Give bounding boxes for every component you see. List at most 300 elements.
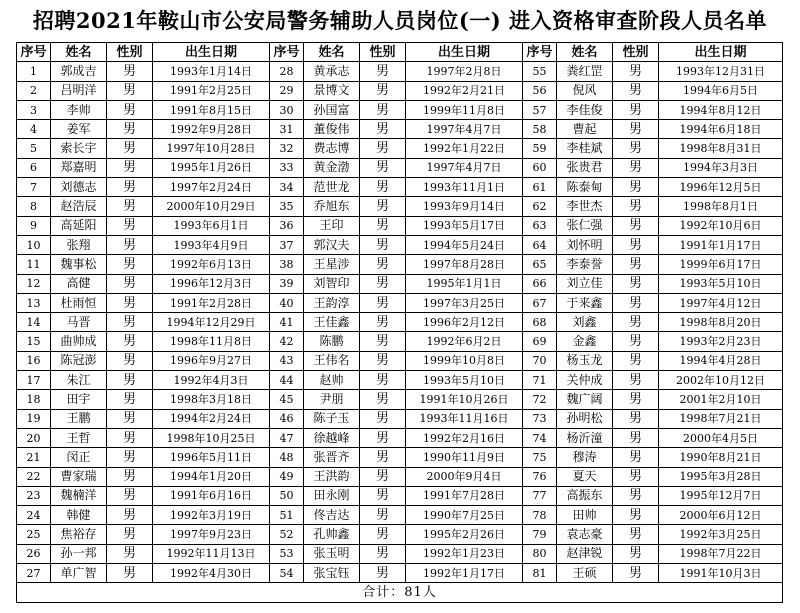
name-cell: 景博文	[304, 81, 360, 100]
gender-cell: 男	[360, 120, 406, 139]
table-row	[17, 274, 783, 293]
header-seq: 序号	[523, 43, 557, 62]
seq-cell: 17	[17, 371, 51, 390]
seq-cell: 41	[270, 313, 304, 332]
name-cell: 黄金渤	[304, 158, 360, 177]
seq-cell: 50	[270, 486, 304, 505]
gender-cell: 男	[107, 332, 153, 351]
gender-cell: 男	[107, 100, 153, 119]
birthdate-cell: 1994年4月28日	[659, 351, 783, 370]
name-cell: 张贵君	[557, 158, 613, 177]
total-count: 合计：81人	[17, 583, 783, 602]
name-cell: 粪红罡	[557, 62, 613, 81]
gender-cell: 男	[360, 139, 406, 158]
gender-cell: 男	[613, 448, 659, 467]
seq-cell: 38	[270, 255, 304, 274]
birthdate-cell: 2002年10月12日	[659, 371, 783, 390]
gender-cell: 男	[360, 506, 406, 525]
birthdate-cell: 1991年1月17日	[659, 235, 783, 254]
seq-cell: 80	[523, 544, 557, 563]
gender-cell: 男	[107, 293, 153, 312]
name-cell: 费志博	[304, 139, 360, 158]
name-cell: 孙国富	[304, 100, 360, 119]
seq-cell: 10	[17, 235, 51, 254]
gender-cell: 男	[107, 216, 153, 235]
seq-cell: 54	[270, 564, 304, 583]
birthdate-cell: 1995年12月7日	[659, 486, 783, 505]
birthdate-cell: 1991年10月26日	[406, 390, 523, 409]
seq-cell: 12	[17, 274, 51, 293]
gender-cell: 男	[360, 235, 406, 254]
gender-cell: 男	[360, 525, 406, 544]
name-cell: 曹起	[557, 120, 613, 139]
gender-cell: 男	[613, 351, 659, 370]
birthdate-cell: 1992年9月28日	[153, 120, 270, 139]
gender-cell: 男	[107, 544, 153, 563]
table-row	[17, 178, 783, 197]
seq-cell: 59	[523, 139, 557, 158]
gender-cell: 男	[613, 313, 659, 332]
gender-cell: 男	[613, 81, 659, 100]
seq-cell: 13	[17, 293, 51, 312]
name-cell: 范世龙	[304, 178, 360, 197]
birthdate-cell: 1990年7月25日	[406, 506, 523, 525]
birthdate-cell: 1991年6月16日	[153, 486, 270, 505]
seq-cell: 1	[17, 62, 51, 81]
seq-cell: 11	[17, 255, 51, 274]
birthdate-cell: 1997年4月7日	[406, 120, 523, 139]
birthdate-cell: 1997年9月23日	[153, 525, 270, 544]
seq-cell: 7	[17, 178, 51, 197]
birthdate-cell: 1994年8月12日	[659, 100, 783, 119]
gender-cell: 男	[613, 120, 659, 139]
seq-cell: 58	[523, 120, 557, 139]
seq-cell: 4	[17, 120, 51, 139]
table-row	[17, 197, 783, 216]
gender-cell: 男	[107, 62, 153, 81]
name-cell: 乔旭东	[304, 197, 360, 216]
name-cell: 王印	[304, 216, 360, 235]
table-row	[17, 293, 783, 312]
name-cell: 袁志豪	[557, 525, 613, 544]
name-cell: 孙一邦	[51, 544, 107, 563]
gender-cell: 男	[107, 81, 153, 100]
birthdate-cell: 2000年6月12日	[659, 506, 783, 525]
name-cell: 李佳俊	[557, 100, 613, 119]
birthdate-cell: 1994年2月24日	[153, 409, 270, 428]
name-cell: 关仲成	[557, 371, 613, 390]
gender-cell: 男	[107, 448, 153, 467]
birthdate-cell: 1993年4月9日	[153, 235, 270, 254]
birthdate-cell: 1991年2月25日	[153, 81, 270, 100]
gender-cell: 男	[360, 428, 406, 447]
table-row	[17, 332, 783, 351]
gender-cell: 男	[107, 313, 153, 332]
birthdate-cell: 1995年1月1日	[406, 274, 523, 293]
gender-cell: 男	[107, 506, 153, 525]
birthdate-cell: 1992年1月23日	[406, 544, 523, 563]
birthdate-cell: 1993年5月10日	[406, 371, 523, 390]
birthdate-cell: 1993年9月14日	[406, 197, 523, 216]
seq-cell: 81	[523, 564, 557, 583]
name-cell: 曲帅成	[51, 332, 107, 351]
seq-cell: 78	[523, 506, 557, 525]
seq-cell: 9	[17, 216, 51, 235]
birthdate-cell: 1997年2月8日	[406, 62, 523, 81]
gender-cell: 男	[107, 525, 153, 544]
table-row	[17, 409, 783, 428]
gender-cell: 男	[360, 390, 406, 409]
birthdate-cell: 1994年6月5日	[659, 81, 783, 100]
gender-cell: 男	[107, 564, 153, 583]
seq-cell: 63	[523, 216, 557, 235]
name-cell: 高振东	[557, 486, 613, 505]
table-row	[17, 467, 783, 486]
seq-cell: 34	[270, 178, 304, 197]
header-seq: 序号	[17, 43, 51, 62]
seq-cell: 40	[270, 293, 304, 312]
page-title: 招聘2021年鞍山市公安局警务辅助人员岗位(一) 进入资格审查阶段人员名单	[32, 8, 768, 33]
name-cell: 孔帅鑫	[304, 525, 360, 544]
table-row	[17, 158, 783, 177]
gender-cell: 男	[613, 371, 659, 390]
seq-cell: 43	[270, 351, 304, 370]
seq-cell: 22	[17, 467, 51, 486]
name-cell: 姜军	[51, 120, 107, 139]
seq-cell: 51	[270, 506, 304, 525]
table-row	[17, 371, 783, 390]
gender-cell: 男	[613, 544, 659, 563]
seq-cell: 30	[270, 100, 304, 119]
seq-cell: 46	[270, 409, 304, 428]
seq-cell: 52	[270, 525, 304, 544]
birthdate-cell: 1992年4月3日	[153, 371, 270, 390]
name-cell: 倪风	[557, 81, 613, 100]
name-cell: 吕明洋	[51, 81, 107, 100]
birthdate-cell: 1992年3月25日	[659, 525, 783, 544]
seq-cell: 74	[523, 428, 557, 447]
seq-cell: 77	[523, 486, 557, 505]
name-cell: 李泰誉	[557, 255, 613, 274]
gender-cell: 男	[107, 467, 153, 486]
birthdate-cell: 1993年1月14日	[153, 62, 270, 81]
gender-cell: 男	[360, 448, 406, 467]
seq-cell: 60	[523, 158, 557, 177]
gender-cell: 男	[613, 139, 659, 158]
gender-cell: 男	[360, 293, 406, 312]
birthdate-cell: 1991年7月28日	[406, 486, 523, 505]
gender-cell: 男	[613, 409, 659, 428]
table-body	[17, 62, 783, 583]
table-row	[17, 81, 783, 100]
name-cell: 李帅	[51, 100, 107, 119]
header-gender: 性别	[107, 43, 153, 62]
gender-cell: 男	[613, 216, 659, 235]
header-gender: 性别	[613, 43, 659, 62]
table-row	[17, 486, 783, 505]
seq-cell: 2	[17, 81, 51, 100]
birthdate-cell: 1993年6月1日	[153, 216, 270, 235]
seq-cell: 20	[17, 428, 51, 447]
candidate-table	[16, 42, 783, 603]
table-row	[17, 313, 783, 332]
birthdate-cell: 1995年2月26日	[406, 525, 523, 544]
birthdate-cell: 1993年2月23日	[659, 332, 783, 351]
seq-cell: 68	[523, 313, 557, 332]
name-cell: 韩健	[51, 506, 107, 525]
birthdate-cell: 1994年3月3日	[659, 158, 783, 177]
gender-cell: 男	[613, 100, 659, 119]
seq-cell: 18	[17, 390, 51, 409]
birthdate-cell: 1993年11月16日	[406, 409, 523, 428]
birthdate-cell: 1995年1月26日	[153, 158, 270, 177]
name-cell: 刘鑫	[557, 313, 613, 332]
gender-cell: 男	[360, 216, 406, 235]
seq-cell: 6	[17, 158, 51, 177]
birthdate-cell: 1992年6月2日	[406, 332, 523, 351]
name-cell: 穆涛	[557, 448, 613, 467]
seq-cell: 36	[270, 216, 304, 235]
header-row	[17, 43, 783, 62]
seq-cell: 3	[17, 100, 51, 119]
seq-cell: 45	[270, 390, 304, 409]
name-cell: 王洪韵	[304, 467, 360, 486]
header-birthdate: 出生日期	[659, 43, 783, 62]
gender-cell: 男	[107, 255, 153, 274]
name-cell: 刘德志	[51, 178, 107, 197]
name-cell: 曹家瑞	[51, 467, 107, 486]
name-cell: 刘立佳	[557, 274, 613, 293]
seq-cell: 61	[523, 178, 557, 197]
name-cell: 孙明松	[557, 409, 613, 428]
gender-cell: 男	[360, 158, 406, 177]
table-row	[17, 448, 783, 467]
birthdate-cell: 1996年5月11日	[153, 448, 270, 467]
name-cell: 刘智印	[304, 274, 360, 293]
birthdate-cell: 1998年8月31日	[659, 139, 783, 158]
seq-cell: 48	[270, 448, 304, 467]
seq-cell: 5	[17, 139, 51, 158]
birthdate-cell: 2001年2月10日	[659, 390, 783, 409]
seq-cell: 47	[270, 428, 304, 447]
seq-cell: 72	[523, 390, 557, 409]
name-cell: 王伟名	[304, 351, 360, 370]
seq-cell: 62	[523, 197, 557, 216]
gender-cell: 男	[360, 351, 406, 370]
birthdate-cell: 1994年12月29日	[153, 313, 270, 332]
birthdate-cell: 1992年11月13日	[153, 544, 270, 563]
seq-cell: 56	[523, 81, 557, 100]
gender-cell: 男	[613, 428, 659, 447]
name-cell: 李桂斌	[557, 139, 613, 158]
name-cell: 单广智	[51, 564, 107, 583]
seq-cell: 27	[17, 564, 51, 583]
gender-cell: 男	[613, 525, 659, 544]
birthdate-cell: 1998年11月8日	[153, 332, 270, 351]
birthdate-cell: 1996年12月5日	[659, 178, 783, 197]
table-row	[17, 139, 783, 158]
gender-cell: 男	[107, 235, 153, 254]
gender-cell: 男	[107, 139, 153, 158]
seq-cell: 24	[17, 506, 51, 525]
header-birthdate: 出生日期	[406, 43, 523, 62]
birthdate-cell: 1992年2月16日	[406, 428, 523, 447]
birthdate-cell: 2000年9月4日	[406, 467, 523, 486]
birthdate-cell: 1998年8月1日	[659, 197, 783, 216]
birthdate-cell: 1999年11月8日	[406, 100, 523, 119]
name-cell: 张翔	[51, 235, 107, 254]
gender-cell: 男	[613, 178, 659, 197]
header-name: 姓名	[557, 43, 613, 62]
seq-cell: 42	[270, 332, 304, 351]
birthdate-cell: 1999年10月8日	[406, 351, 523, 370]
gender-cell: 男	[107, 428, 153, 447]
name-cell: 刘怀明	[557, 235, 613, 254]
birthdate-cell: 1996年12月3日	[153, 274, 270, 293]
seq-cell: 76	[523, 467, 557, 486]
birthdate-cell: 1990年8月21日	[659, 448, 783, 467]
table-row	[17, 235, 783, 254]
name-cell: 张玉明	[304, 544, 360, 563]
name-cell: 王硕	[557, 564, 613, 583]
seq-cell: 25	[17, 525, 51, 544]
birthdate-cell: 1999年6月17日	[659, 255, 783, 274]
birthdate-cell: 1993年11月1日	[406, 178, 523, 197]
birthdate-cell: 1997年2月24日	[153, 178, 270, 197]
birthdate-cell: 1998年7月22日	[659, 544, 783, 563]
birthdate-cell: 1992年3月19日	[153, 506, 270, 525]
seq-cell: 66	[523, 274, 557, 293]
gender-cell: 男	[613, 197, 659, 216]
birthdate-cell: 1997年4月7日	[406, 158, 523, 177]
name-cell: 于来鑫	[557, 293, 613, 312]
name-cell: 李世杰	[557, 197, 613, 216]
gender-cell: 男	[360, 62, 406, 81]
gender-cell: 男	[613, 274, 659, 293]
name-cell: 郭成吉	[51, 62, 107, 81]
name-cell: 徐越峰	[304, 428, 360, 447]
seq-cell: 23	[17, 486, 51, 505]
gender-cell: 男	[613, 255, 659, 274]
gender-cell: 男	[107, 390, 153, 409]
birthdate-cell: 1997年3月25日	[406, 293, 523, 312]
gender-cell: 男	[360, 313, 406, 332]
name-cell: 张晋齐	[304, 448, 360, 467]
birthdate-cell: 1992年10月6日	[659, 216, 783, 235]
name-cell: 魏广阔	[557, 390, 613, 409]
gender-cell: 男	[613, 564, 659, 583]
table-row	[17, 506, 783, 525]
gender-cell: 男	[107, 274, 153, 293]
name-cell: 杜雨恒	[51, 293, 107, 312]
header-seq: 序号	[270, 43, 304, 62]
name-cell: 焦裕存	[51, 525, 107, 544]
name-cell: 马晋	[51, 313, 107, 332]
gender-cell: 男	[360, 255, 406, 274]
birthdate-cell: 1996年2月12日	[406, 313, 523, 332]
birthdate-cell: 1995年3月28日	[659, 467, 783, 486]
seq-cell: 55	[523, 62, 557, 81]
seq-cell: 26	[17, 544, 51, 563]
gender-cell: 男	[360, 81, 406, 100]
gender-cell: 男	[360, 332, 406, 351]
gender-cell: 男	[613, 62, 659, 81]
name-cell: 王韵淳	[304, 293, 360, 312]
birthdate-cell: 2000年10月29日	[153, 197, 270, 216]
gender-cell: 男	[360, 409, 406, 428]
seq-cell: 57	[523, 100, 557, 119]
seq-cell: 8	[17, 197, 51, 216]
seq-cell: 16	[17, 351, 51, 370]
name-cell: 田永刚	[304, 486, 360, 505]
name-cell: 朱江	[51, 371, 107, 390]
seq-cell: 15	[17, 332, 51, 351]
birthdate-cell: 1990年11月9日	[406, 448, 523, 467]
seq-cell: 70	[523, 351, 557, 370]
birthdate-cell: 1998年8月20日	[659, 313, 783, 332]
name-cell: 王鹏	[51, 409, 107, 428]
gender-cell: 男	[613, 390, 659, 409]
header-birthdate: 出生日期	[153, 43, 270, 62]
seq-cell: 28	[270, 62, 304, 81]
gender-cell: 男	[360, 467, 406, 486]
birthdate-cell: 1991年8月15日	[153, 100, 270, 119]
gender-cell: 男	[360, 274, 406, 293]
seq-cell: 65	[523, 255, 557, 274]
birthdate-cell: 1998年7月21日	[659, 409, 783, 428]
seq-cell: 71	[523, 371, 557, 390]
table-row	[17, 544, 783, 563]
birthdate-cell: 1998年10月25日	[153, 428, 270, 447]
name-cell: 尹朋	[304, 390, 360, 409]
seq-cell: 64	[523, 235, 557, 254]
gender-cell: 男	[107, 197, 153, 216]
name-cell: 董俊伟	[304, 120, 360, 139]
gender-cell: 男	[107, 351, 153, 370]
table-row	[17, 390, 783, 409]
seq-cell: 73	[523, 409, 557, 428]
table-row	[17, 100, 783, 119]
birthdate-cell: 1998年3月18日	[153, 390, 270, 409]
seq-cell: 35	[270, 197, 304, 216]
seq-cell: 29	[270, 81, 304, 100]
gender-cell: 男	[107, 158, 153, 177]
table-row	[17, 525, 783, 544]
gender-cell: 男	[107, 486, 153, 505]
name-cell: 赵帅	[304, 371, 360, 390]
gender-cell: 男	[360, 544, 406, 563]
table-row	[17, 428, 783, 447]
name-cell: 夏天	[557, 467, 613, 486]
table-row	[17, 216, 783, 235]
birthdate-cell: 1992年6月13日	[153, 255, 270, 274]
header-gender: 性别	[360, 43, 406, 62]
birthdate-cell: 1994年1月20日	[153, 467, 270, 486]
seq-cell: 49	[270, 467, 304, 486]
name-cell: 闵正	[51, 448, 107, 467]
name-cell: 魏楠洋	[51, 486, 107, 505]
name-cell: 陈冠澎	[51, 351, 107, 370]
seq-cell: 75	[523, 448, 557, 467]
gender-cell: 男	[360, 178, 406, 197]
birthdate-cell: 1992年1月17日	[406, 564, 523, 583]
table-row	[17, 564, 783, 583]
gender-cell: 男	[107, 178, 153, 197]
birthdate-cell: 1993年5月10日	[659, 274, 783, 293]
gender-cell: 男	[107, 409, 153, 428]
birthdate-cell: 1993年5月17日	[406, 216, 523, 235]
gender-cell: 男	[613, 506, 659, 525]
